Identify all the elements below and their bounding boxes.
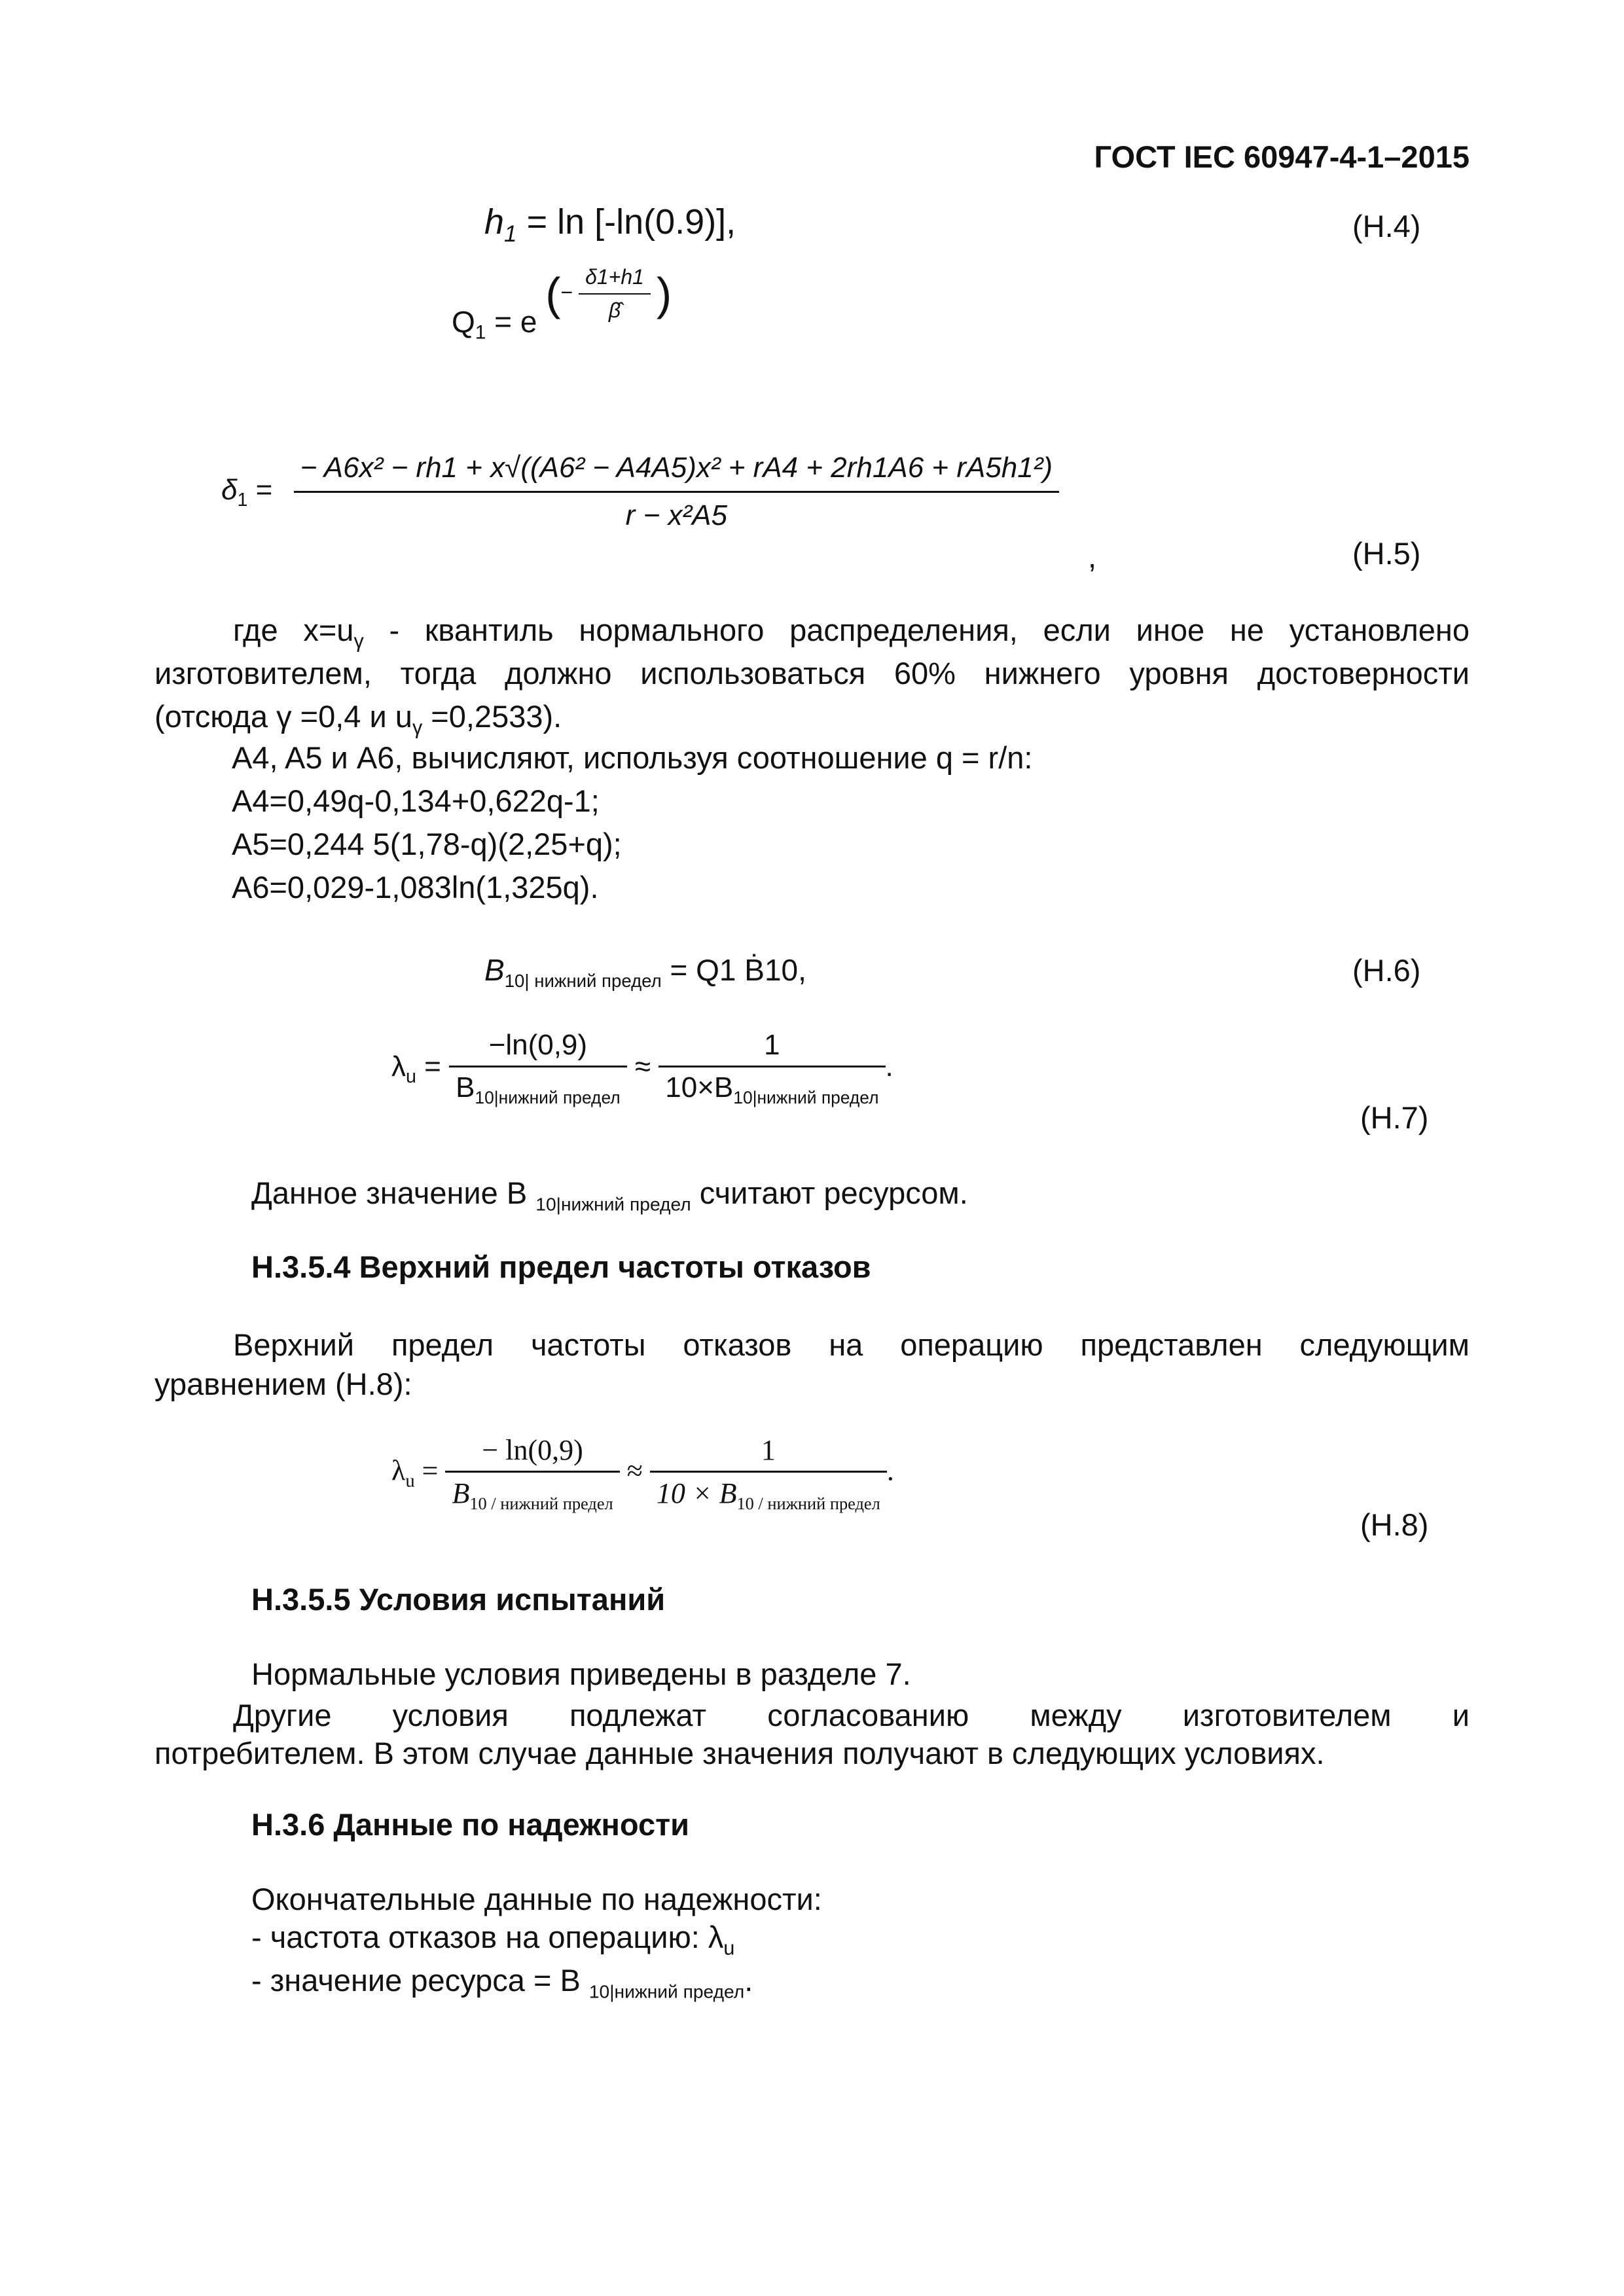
equation-h8: $\lambda_u$ = $\frac{- \ln(0,9)}{B_{10 / нижний предел}}$ ≈ $\frac{1}{10 \times B_{10 / нижний предел}}$ . bbox=[391, 1434, 894, 1513]
coeff-a4: A4=0,49q-0,134+0,622q-1; bbox=[232, 783, 600, 818]
equation-h7: $\lambda_u$ = $\frac{-\ln(0,9)}{B_{10|нижний предел}}$ ≈ $\frac{1}{10\times B_{10|нижний предел}}$ . bbox=[391, 1029, 893, 1107]
eq-h7-number: (H.7) bbox=[1360, 1100, 1429, 1135]
equation-h6: $B_{10| нижний предел} = Q1$ Ḃ10, bbox=[484, 953, 806, 992]
eq-h4-lhs-sub: 1 bbox=[504, 221, 517, 247]
eq-h7-frac-1: $\frac{-\ln(0,9)}{B_{10|нижний предел}}$ bbox=[449, 1029, 627, 1108]
equation-h4 bbox=[484, 202, 736, 247]
eq-h4-rhs: = ln [-ln(0.9)], bbox=[516, 202, 736, 242]
para-354-line-2: уравнением (Н.8): bbox=[154, 1367, 412, 1401]
eq-q1-lhs: Q bbox=[452, 304, 475, 339]
section-h355-title: H.3.5.5 Условия испытаний bbox=[251, 1582, 666, 1617]
coeff-intro: A4, A5 и A6, вычисляют, используя соотношение q = r/n: bbox=[232, 740, 1033, 775]
eq-h4-lhs: h bbox=[484, 202, 505, 242]
eq-q1-lhs-sub: 1 bbox=[475, 321, 486, 344]
eq-h8-frac-2: $\frac{1}{10 \times B_{10 / нижний предел}}$ bbox=[650, 1433, 887, 1514]
eq-h5-number: (H.5) bbox=[1352, 536, 1421, 571]
para-355-line-3: потребителем. В этом случае данные значения получают в следующих условиях. bbox=[154, 1736, 1325, 1770]
document-header: ГОСТ IEC 60947-4-1–2015 bbox=[1094, 139, 1470, 174]
para-36-line-2: - частота отказов на операцию: $\lambda_u$ bbox=[251, 1920, 735, 1960]
eq-q1-eq: = e bbox=[486, 304, 537, 339]
eq-h8-frac-1: $\frac{- \ln(0,9)}{B_{10 / нижний предел}}$ bbox=[445, 1433, 619, 1514]
where-line-2: изготовителем, тогда должно использоваться 60% нижнего уровня достоверности bbox=[154, 656, 1470, 691]
coeff-a6: A6=0,029-1,083ln(1,325q). bbox=[232, 870, 599, 905]
eq-h5-comma: , bbox=[1088, 539, 1097, 574]
eq-h5-lhs: δ bbox=[221, 474, 238, 507]
eq-h7-frac-2: $\frac{1}{10\times B_{10|нижний предел}}$ bbox=[659, 1029, 885, 1108]
eq-h5-fraction bbox=[294, 452, 1060, 532]
equation-q1 bbox=[452, 265, 672, 355]
para-36-line-3: - значение ресурса = B $_{10|нижний предел}$. bbox=[251, 1963, 753, 2002]
section-h36-title: H.3.6 Данные по надежности bbox=[251, 1807, 690, 1842]
eq-q1-exponent: (− $\frac{\delta 1+h1}{\betâ}$ ) bbox=[545, 265, 672, 322]
eq-h5-numerator: − A6x² − rh1 + x√((A6² − A4A5)x² + rA4 + 2rh1A6 + rA5h1²) bbox=[300, 452, 1053, 484]
para-354-line-1: Верхний предел частоты отказов на операцию представлен следующим bbox=[233, 1327, 1470, 1362]
para-36-line-1: Окончательные данные по надежности: bbox=[251, 1882, 822, 1916]
eq-h6-number: (H.6) bbox=[1352, 953, 1421, 988]
coeff-a5: A5=0,244 5(1,78-q)(2,25+q); bbox=[232, 827, 622, 861]
equation-h5: $\delta_1$ = $\frac{\text{− A6x² − rh1 + x√((A6² − A4A5)x² + rA4 + 2rh1A6 + rA5h1²)}}{\text{r − x²A5}}$ bbox=[221, 452, 1059, 532]
resource-note: Данное значение B $_{10|нижний предел}$ считают ресурсом. bbox=[251, 1175, 968, 1215]
eq-h5-denominator: r − x²A5 bbox=[294, 491, 1060, 532]
para-355-line-1: Нормальные условия приведены в разделе 7. bbox=[251, 1657, 911, 1691]
para-355-line-2: Другие условия подлежат согласованию между изготовителем и bbox=[233, 1698, 1470, 1732]
where-line-3: (отсюда γ =0,4 и $u_\gamma =0,2533$). bbox=[154, 699, 562, 739]
section-h354-title: H.3.5.4 Верхний предел частоты отказов bbox=[251, 1249, 871, 1284]
eq-h8-number: (H.8) bbox=[1360, 1507, 1429, 1542]
eq-h4-number: (H.4) bbox=[1352, 209, 1421, 243]
eq-q1-exp-frac: $\frac{\delta 1+h1}{\betâ}$ bbox=[579, 265, 651, 323]
where-line-1: где $x=u_\gamma$ - квантиль нормального распределения, если иное не установлено bbox=[233, 613, 1470, 653]
